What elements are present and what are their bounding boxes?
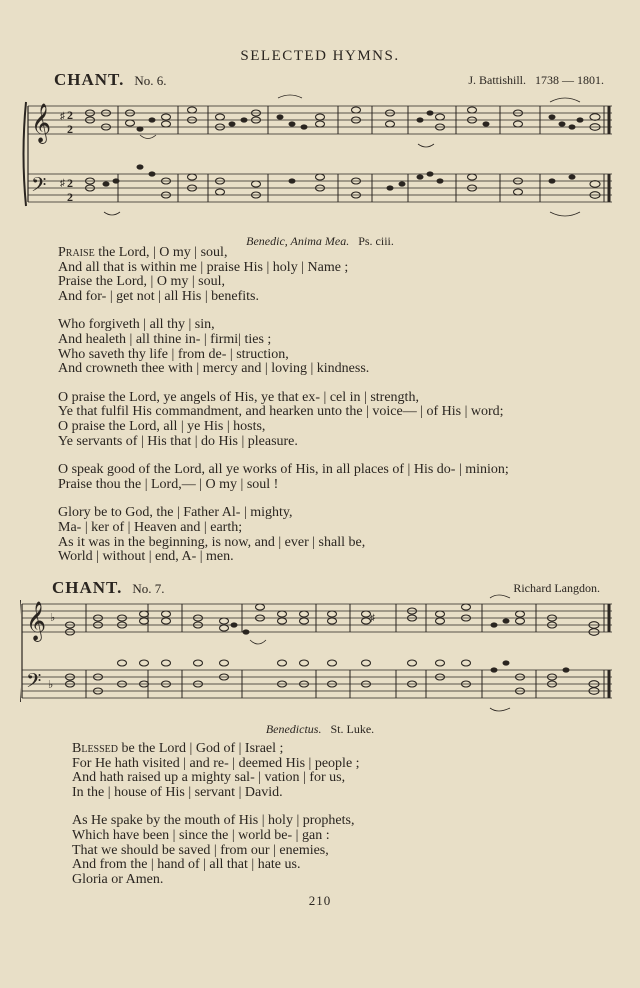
page-number: 210 <box>308 893 332 908</box>
chant6-title: CHANT. <box>54 70 125 89</box>
bass-clef-icon: 𝄢 <box>26 671 42 697</box>
stanza <box>58 463 509 492</box>
drop-word: Blessed <box>72 741 119 756</box>
verse-line: Ye that fulfil His commandment, and hearken unto the | voice— | of His | word; <box>58 404 504 420</box>
stanza <box>58 506 509 564</box>
svg-text:2: 2 <box>67 122 73 136</box>
chant6-score <box>20 88 620 228</box>
sharp-icon: ♯ <box>60 178 65 189</box>
verse-line: World | without | end, A- | men. <box>58 549 234 565</box>
notes <box>86 107 601 198</box>
verse-line: Praise the Lord, | O my | soul, <box>58 274 225 290</box>
chant6-dates: 1738 — 1801. <box>535 73 604 87</box>
chant7-caption-title: Benedictus. <box>265 722 322 736</box>
verse-line: And all that is within me | praise His | holy | Name ; <box>58 259 349 275</box>
chant6-caption-ref: Ps. ciii. <box>358 234 394 248</box>
stanza <box>58 318 509 376</box>
verse-line: Which have been | since the | world be- | gan : <box>72 827 330 843</box>
sharp-icon: ♯ <box>60 111 65 122</box>
verse-line: Who forgiveth | all thy | sin, <box>58 317 215 333</box>
chant7-score <box>20 592 620 720</box>
verse-line: In the | house of His | servant | David. <box>72 784 283 800</box>
verse-line: O speak good of the Lord, all ye works of His, in all places of | His do- | minion; <box>58 462 509 478</box>
verse-line: And from the | hand of | all that | hate us. <box>72 857 301 873</box>
treble-clef-icon: 𝄞 <box>26 603 47 640</box>
verse-line: Ye servants of | His that | do His | pleasure. <box>58 433 298 449</box>
verse-line: And hath raised up a mighty sal- | vation | for us, <box>72 770 346 786</box>
verse-line: Praise thou the | Lord,— | O my | soul ! <box>58 476 279 492</box>
chant6-caption-title: Benedic, Anima Mea. <box>246 234 350 248</box>
chant7-caption <box>0 722 640 737</box>
verse-line: O praise the Lord, all | ye His | hosts, <box>58 418 266 434</box>
stanza <box>58 391 509 449</box>
chant7-text <box>72 742 360 901</box>
chant6-composer <box>468 73 604 88</box>
flat-icon: ♭ <box>50 612 56 624</box>
verse-line: O praise the Lord, ye angels of His, ye that ex- | cel in | strength, <box>58 389 419 405</box>
svg-text:2: 2 <box>67 108 73 122</box>
bass-staff <box>22 670 612 698</box>
svg-text:2: 2 <box>67 176 73 190</box>
running-head: SELECTED HYMNS. <box>240 48 400 64</box>
stanza <box>58 246 509 304</box>
chant6-text <box>58 246 509 579</box>
verse-line: And for- | get not | all His | benefits. <box>58 288 259 304</box>
verse-line: Gloria or Amen. <box>72 871 164 887</box>
bass-staff <box>28 174 612 202</box>
notes <box>66 604 600 694</box>
bass-clef-icon: 𝄢 <box>31 175 47 201</box>
verse-line: As He spake by the mouth of His | holy | prophets, <box>72 813 355 829</box>
verse-line: Ma- | ker of | Heaven and | earth; <box>58 519 243 535</box>
verse-line: For He hath visited | and re- | deemed His | people ; <box>72 755 360 771</box>
chant7-number: No. 7. <box>132 581 165 596</box>
filled-notes <box>103 110 584 190</box>
treble-clef-icon: 𝄞 <box>31 105 52 142</box>
verse-line: And healeth | all thine in- | firmi| ties ; <box>58 331 272 347</box>
brace <box>24 102 27 206</box>
time-signature <box>67 108 73 204</box>
chant7-title: CHANT. <box>52 578 123 597</box>
sharp-icon: ♯ <box>370 613 375 624</box>
verse-line: And crowneth thee with | mercy and | loving | kindness. <box>58 361 370 377</box>
flat-icon: ♭ <box>48 679 54 691</box>
verse-line: As it was in the beginning, is now, and | ever | shall be, <box>58 534 366 550</box>
verse-line: Glory be to God, the | Father Al- | mighty, <box>58 505 293 521</box>
drop-word: Praise <box>58 245 95 260</box>
slurs <box>250 595 510 711</box>
chant6-composer-name: J. Battishill. <box>468 73 526 87</box>
verse-line: Praise the Lord, | O my | soul, <box>58 245 228 260</box>
chant7-caption-ref: St. Luke. <box>330 722 375 736</box>
stanza <box>72 742 360 800</box>
verse-line: Who saveth thy life | from de- | struction, <box>58 346 289 362</box>
chant7-composer: Richard Langdon. <box>513 581 600 595</box>
stanza <box>72 814 360 887</box>
verse-line: That we should be saved | from our | enemies, <box>72 842 329 858</box>
chant6-number: No. 6. <box>134 73 167 88</box>
svg-text:2: 2 <box>67 190 73 204</box>
treble-staff <box>22 604 612 632</box>
filled-notes <box>231 618 570 672</box>
verse-line: Blessed be the Lord | God of | Israel ; <box>72 741 284 756</box>
